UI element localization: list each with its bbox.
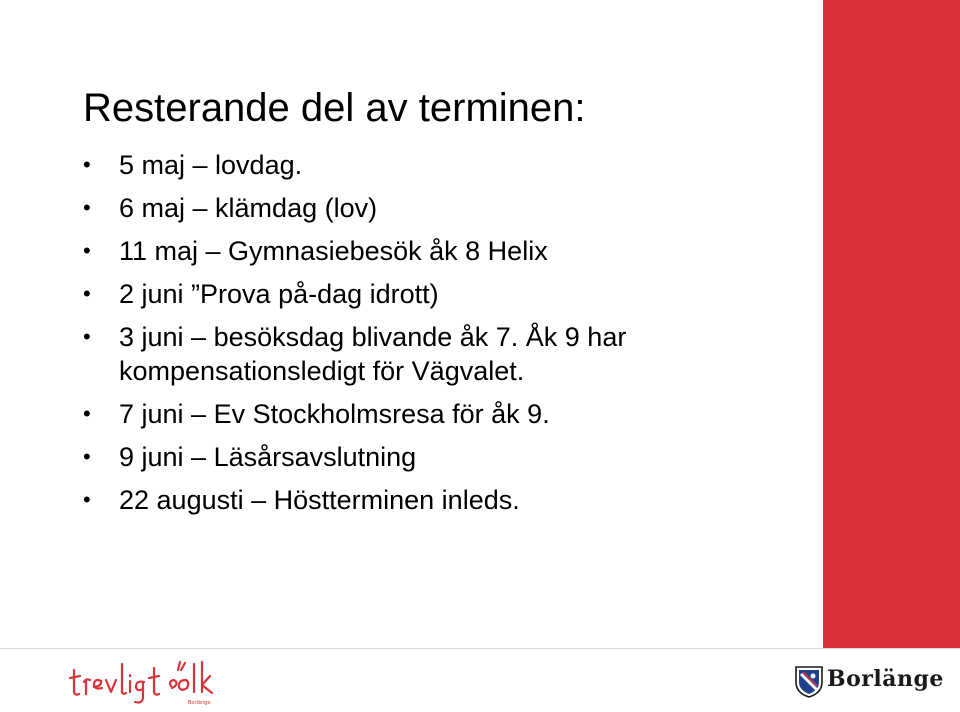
borlange-wordmark: Borlänge [827, 666, 944, 692]
trevligt-folk-logo [68, 656, 218, 708]
bullet-icon: • [83, 195, 91, 220]
list-item [83, 191, 813, 225]
list-item [83, 234, 813, 268]
slide-title: Resterande del av terminen: [83, 86, 586, 130]
red-accent-bar [823, 0, 960, 648]
bullet-list [83, 148, 813, 526]
list-item-text: 7 juni – Ev Stockholmsresa för åk 9. [119, 399, 550, 429]
list-item-text: 11 maj – Gymnasiebesök åk 8 Helix [119, 236, 548, 266]
list-item-text: 22 augusti – Höstterminen inleds. [119, 485, 520, 515]
bullet-icon: • [83, 487, 91, 512]
list-item-text: 6 maj – klämdag (lov) [119, 193, 378, 223]
list-item [83, 397, 813, 431]
borlange-logo [795, 664, 945, 704]
coat-of-arms-icon [795, 666, 823, 698]
list-item [83, 440, 813, 474]
list-item [83, 277, 813, 311]
list-item-text: 3 juni – besöksdag blivande åk 7. Åk 9 har kompensationsledigt för Vägvalet. [119, 322, 627, 386]
list-item-text: 5 maj – lovdag. [119, 150, 303, 180]
list-item [83, 483, 813, 517]
bullet-icon: • [83, 444, 91, 469]
bullet-icon: • [83, 238, 91, 263]
list-item-text: 2 juni ”Prova på-dag idrott) [119, 279, 439, 309]
bullet-icon: • [83, 152, 91, 177]
list-item-text: 9 juni – Läsårsavslutning [119, 442, 417, 472]
bullet-icon: • [83, 401, 91, 426]
footer-divider [0, 648, 960, 649]
logo-subtext: Borlänge [188, 700, 211, 706]
list-item [83, 148, 813, 182]
bullet-icon: • [83, 324, 91, 349]
bullet-icon: • [83, 281, 91, 306]
list-item [83, 320, 813, 388]
